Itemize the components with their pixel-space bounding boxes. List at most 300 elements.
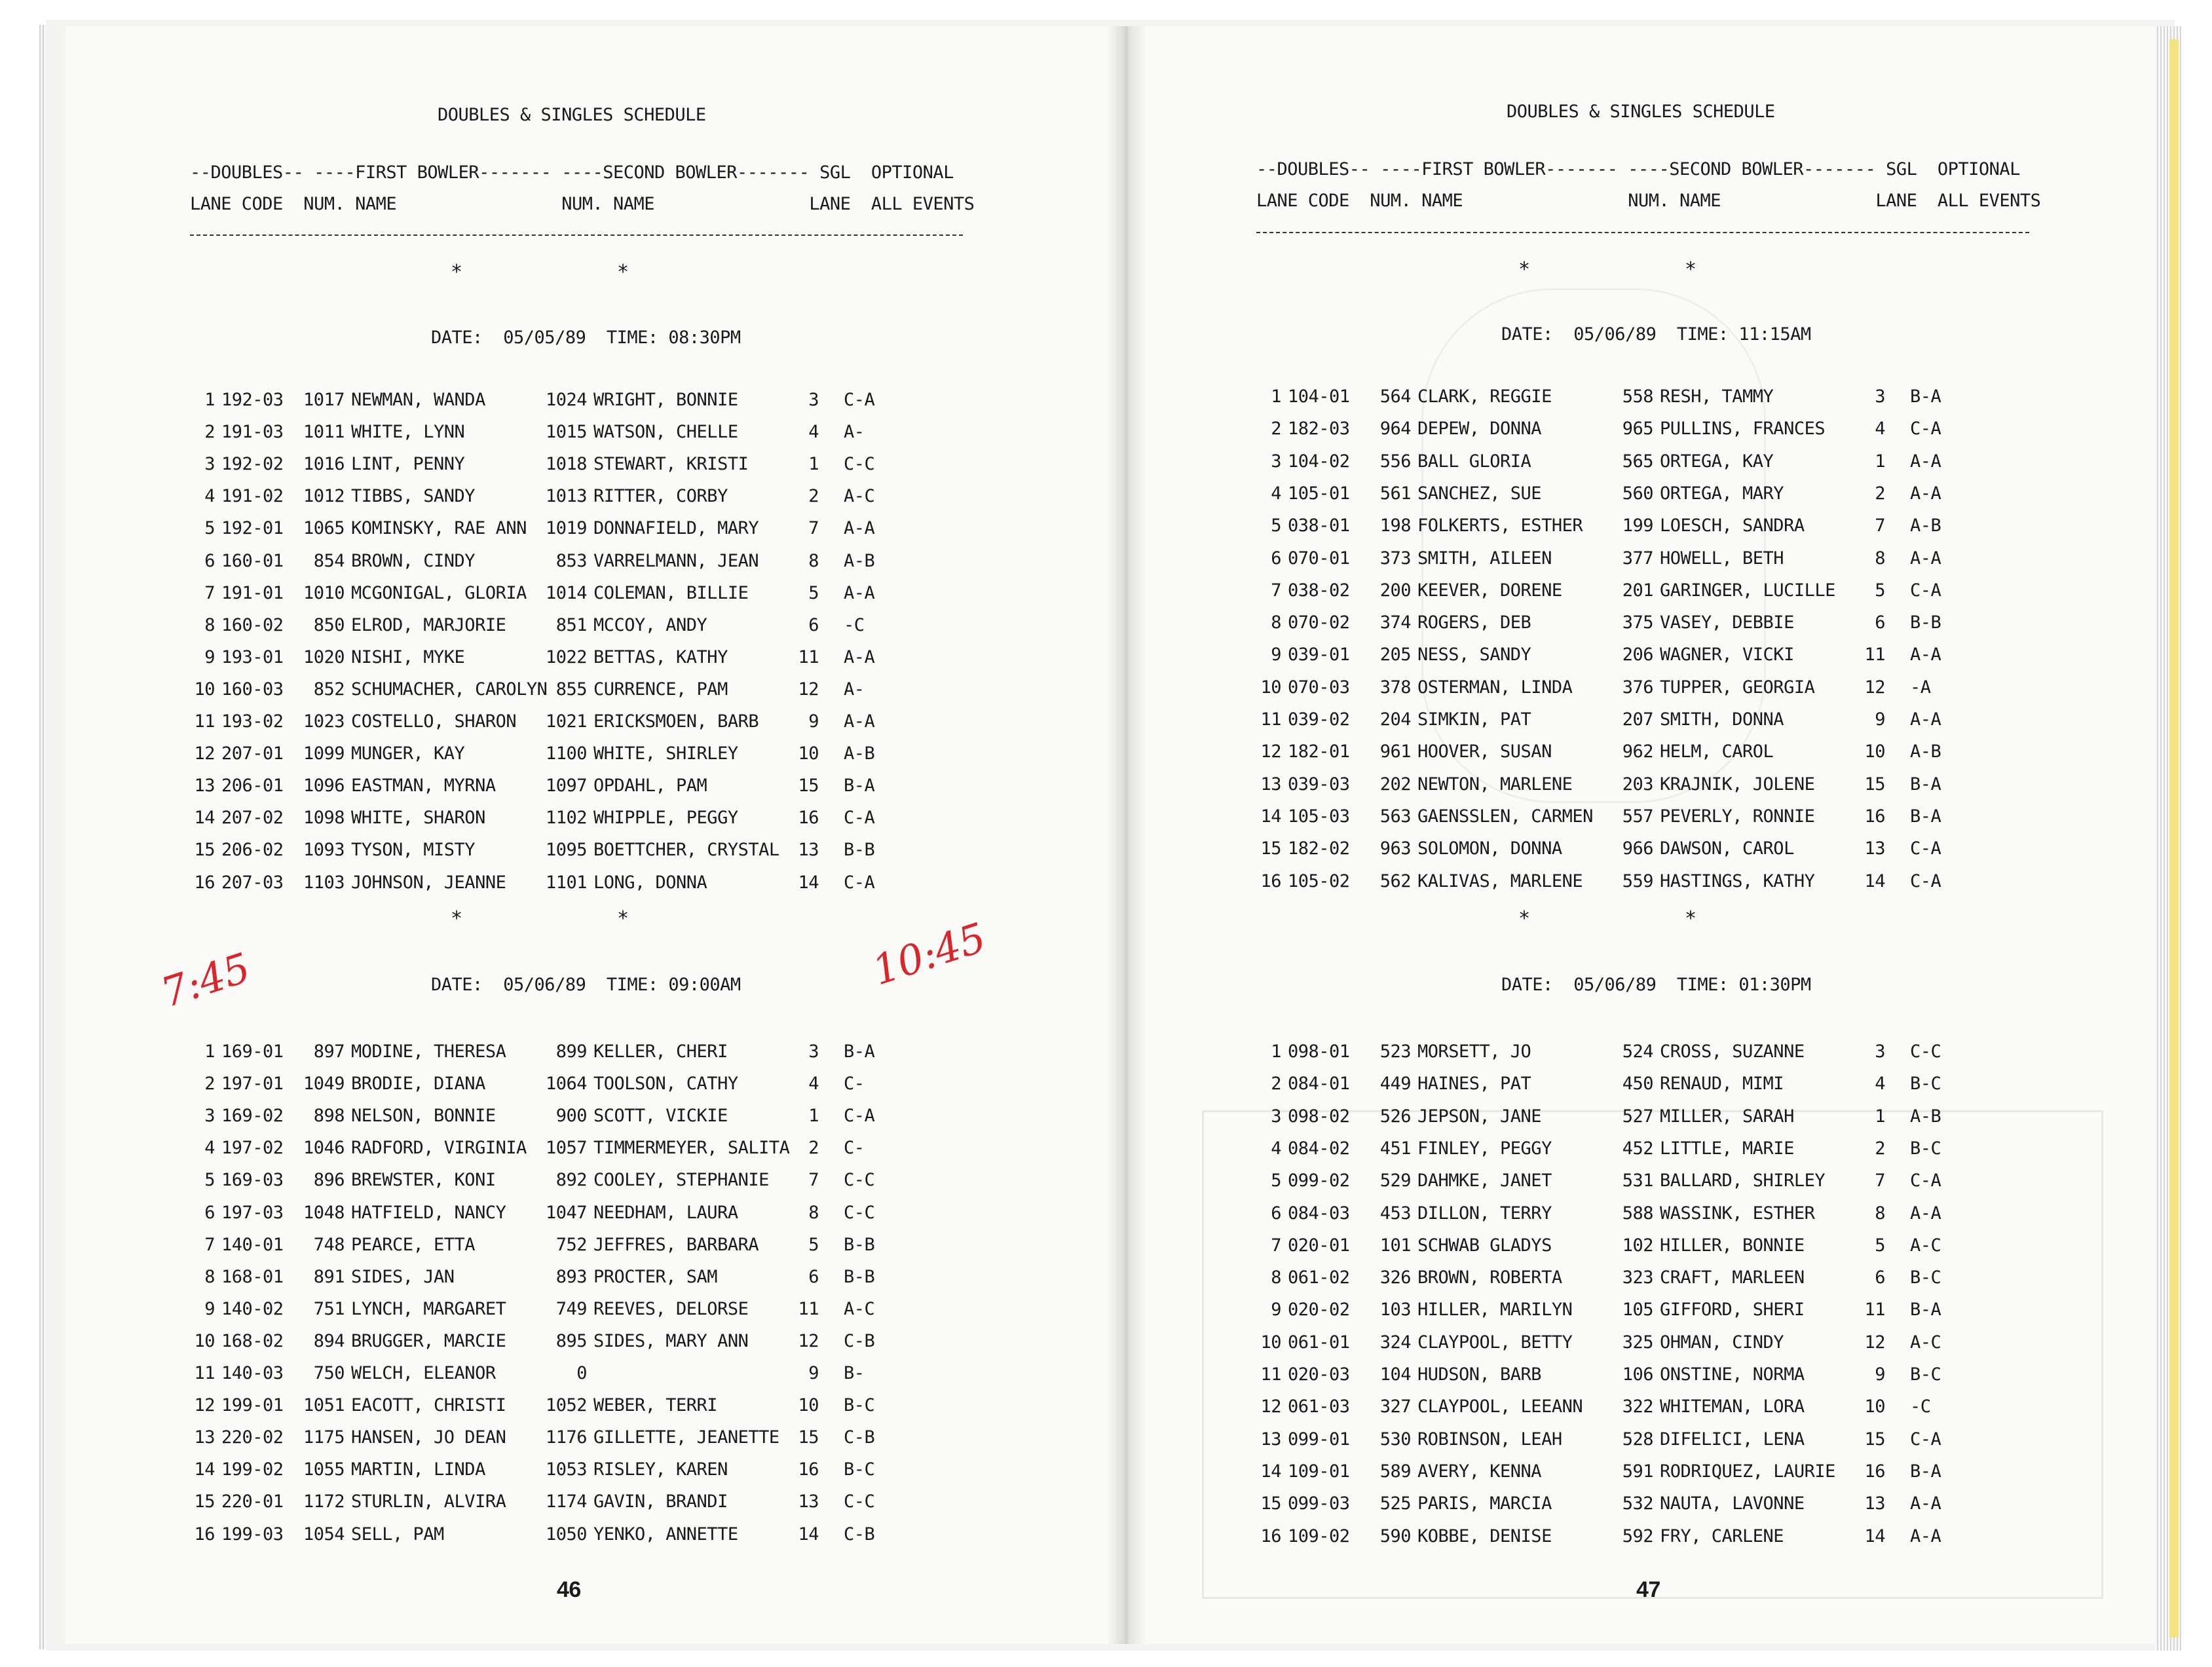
optional-all-events: A-C xyxy=(844,1298,875,1319)
optional-all-events: A-B xyxy=(1910,1106,1941,1127)
optional-all-events: -C xyxy=(844,614,865,635)
first-bowler-number: 1054 xyxy=(303,1524,345,1545)
first-bowler-number: 561 xyxy=(1379,483,1411,504)
first-bowler-number: 1065 xyxy=(303,518,345,539)
doubles-code: 182-03 xyxy=(1288,419,1350,440)
lane-number: 14 xyxy=(194,808,215,829)
second-bowler-name: STEWART, KRISTI xyxy=(593,454,749,475)
schedule-row xyxy=(189,1331,922,1357)
lane-number: 4 xyxy=(204,1138,215,1159)
schedule-row xyxy=(189,1491,922,1518)
optional-all-events: -C xyxy=(1910,1396,1931,1417)
first-bowler-name: DEPEW, DONNA xyxy=(1417,419,1542,440)
second-bowler-number: 1101 xyxy=(545,872,587,893)
second-bowler-name: WAGNER, VICKI xyxy=(1660,645,1794,665)
first-bowler-number: 589 xyxy=(1379,1461,1411,1482)
second-bowler-number: 1057 xyxy=(545,1138,587,1159)
singles-lane: 14 xyxy=(798,872,819,893)
schedule-row xyxy=(189,615,922,641)
optional-all-events: A-A xyxy=(1910,1526,1941,1546)
schedule-row xyxy=(1255,741,1989,768)
doubles-code: 199-01 xyxy=(221,1395,284,1416)
lane-number: 14 xyxy=(194,1459,215,1480)
first-bowler-name: HUDSON, BARB xyxy=(1417,1364,1542,1385)
second-bowler-number: 893 xyxy=(555,1266,587,1287)
doubles-code: 169-01 xyxy=(221,1041,284,1062)
schedule-row xyxy=(189,1459,922,1486)
singles-lane: 10 xyxy=(798,1395,819,1416)
second-bowler-name: DONNAFIELD, MARY xyxy=(593,518,759,539)
page-number: 46 xyxy=(557,1577,581,1602)
star-marker: * xyxy=(617,907,629,930)
optional-all-events: A-B xyxy=(844,743,875,764)
singles-lane: 4 xyxy=(808,1074,819,1095)
lane-number: 3 xyxy=(204,1106,215,1127)
second-bowler-number: 592 xyxy=(1622,1526,1653,1546)
second-bowler-number: 752 xyxy=(555,1234,587,1255)
second-bowler-number: 1064 xyxy=(545,1074,587,1095)
second-bowler-name: PULLINS, FRANCES xyxy=(1660,419,1826,440)
doubles-code: 192-02 xyxy=(221,454,284,475)
first-bowler-name: RADFORD, VIRGINIA xyxy=(351,1138,527,1159)
optional-all-events: C-A xyxy=(844,808,875,829)
second-bowler-number: 450 xyxy=(1622,1074,1653,1095)
first-bowler-number: 1175 xyxy=(303,1427,345,1448)
lane-number: 1 xyxy=(1271,386,1281,407)
first-bowler-number: 1049 xyxy=(303,1074,345,1095)
schedule-title: DOUBLES & SINGLES SCHEDULE xyxy=(1507,102,1775,122)
doubles-code: 160-01 xyxy=(221,550,284,571)
first-bowler-number: 751 xyxy=(313,1298,345,1319)
doubles-code: 061-03 xyxy=(1288,1396,1350,1417)
schedule-row xyxy=(1255,1041,1989,1068)
doubles-code: 105-02 xyxy=(1288,871,1350,891)
second-bowler-name: RESH, TAMMY xyxy=(1660,386,1774,407)
star-marker: * xyxy=(451,907,462,930)
first-bowler-name: PEARCE, ETTA xyxy=(351,1234,476,1255)
second-bowler-number: 1021 xyxy=(545,711,587,732)
doubles-code: 070-02 xyxy=(1288,612,1350,633)
optional-all-events: B-C xyxy=(1910,1267,1941,1288)
first-bowler-number: 894 xyxy=(313,1330,345,1351)
singles-lane: 8 xyxy=(1875,1203,1885,1224)
optional-all-events: -A xyxy=(1910,677,1931,698)
doubles-code: 084-02 xyxy=(1288,1138,1350,1159)
schedule-row xyxy=(1255,1332,1989,1358)
lane-number: 10 xyxy=(194,679,215,700)
schedule-row xyxy=(189,1203,922,1229)
first-bowler-name: CLAYPOOL, LEEANN xyxy=(1417,1396,1583,1417)
optional-all-events: B-A xyxy=(1910,1461,1941,1482)
star-marker: * xyxy=(1685,907,1696,930)
first-bowler-number: 104 xyxy=(1379,1364,1411,1385)
first-bowler-number: 529 xyxy=(1379,1171,1411,1191)
optional-all-events: C-A xyxy=(1910,580,1941,601)
first-bowler-number: 525 xyxy=(1379,1493,1411,1514)
optional-all-events: B-A xyxy=(1910,806,1941,827)
optional-all-events: C-B xyxy=(844,1427,875,1448)
singles-lane: 6 xyxy=(808,614,819,635)
first-bowler-number: 453 xyxy=(1379,1203,1411,1224)
doubles-code: 197-02 xyxy=(221,1138,284,1159)
second-bowler-number: 851 xyxy=(555,614,587,635)
optional-all-events: A-A xyxy=(844,711,875,732)
optional-all-events: C- xyxy=(844,1138,865,1159)
schedule-row xyxy=(1255,1493,1989,1520)
second-bowler-name: HOWELL, BETH xyxy=(1660,548,1784,569)
schedule-row xyxy=(189,551,922,577)
second-bowler-name: VARRELMANN, JEAN xyxy=(593,550,759,571)
first-bowler-number: 896 xyxy=(313,1170,345,1191)
schedule-row xyxy=(189,518,922,544)
column-header-line-1: --DOUBLES-- ----FIRST BOWLER------- ----SECOND BOWLER------- SGL OPTIONAL xyxy=(190,162,954,183)
singles-lane: 15 xyxy=(1864,1429,1885,1450)
second-bowler-number: 206 xyxy=(1622,645,1653,665)
second-bowler-name: ONSTINE, NORMA xyxy=(1660,1364,1805,1385)
first-bowler-number: 556 xyxy=(1379,451,1411,472)
optional-all-events: A-A xyxy=(1910,548,1941,569)
second-bowler-name: TUPPER, GEORGIA xyxy=(1660,677,1815,698)
singles-lane: 13 xyxy=(798,840,819,861)
lane-number: 2 xyxy=(204,1074,215,1095)
star-marker: * xyxy=(1518,258,1530,281)
lane-number: 12 xyxy=(1260,741,1281,762)
doubles-code: 084-03 xyxy=(1288,1203,1350,1224)
first-bowler-number: 1023 xyxy=(303,711,345,732)
singles-lane: 14 xyxy=(798,1524,819,1545)
optional-all-events: A- xyxy=(844,679,865,700)
second-bowler-number: 1174 xyxy=(545,1491,587,1512)
singles-lane: 7 xyxy=(808,518,819,539)
singles-lane: 8 xyxy=(808,1202,819,1223)
optional-all-events: A-A xyxy=(1910,1203,1941,1224)
schedule-row xyxy=(1255,580,1989,607)
singles-lane: 12 xyxy=(1864,1332,1885,1353)
optional-all-events: A-B xyxy=(1910,515,1941,536)
doubles-code: 109-01 xyxy=(1288,1461,1350,1482)
lane-number: 9 xyxy=(1271,1300,1281,1320)
schedule-row xyxy=(189,1074,922,1100)
first-bowler-name: STURLIN, ALVIRA xyxy=(351,1491,506,1512)
second-bowler-name: RODRIQUEZ, LAURIE xyxy=(1660,1461,1835,1482)
second-bowler-name: NEEDHAM, LAURA xyxy=(593,1202,738,1223)
second-bowler-name: BALLARD, SHIRLEY xyxy=(1660,1171,1826,1191)
column-header-line-2: LANE CODE NUM. NAME NUM. NAME LANE ALL EVENTS xyxy=(190,194,975,214)
second-bowler-number: 853 xyxy=(555,550,587,571)
section-date: DATE: 05/06/89 TIME: 11:15AM xyxy=(1501,324,1811,345)
second-bowler-number: 895 xyxy=(555,1330,587,1351)
schedule-row xyxy=(1255,548,1989,574)
singles-lane: 2 xyxy=(1875,483,1885,504)
singles-lane: 12 xyxy=(798,1330,819,1351)
column-header-line-1: --DOUBLES-- ----FIRST BOWLER------- ----SECOND BOWLER------- SGL OPTIONAL xyxy=(1256,159,2020,179)
schedule-row xyxy=(1255,838,1989,865)
doubles-code: 038-01 xyxy=(1288,515,1350,536)
doubles-code: 039-01 xyxy=(1288,645,1350,665)
schedule-row xyxy=(189,1299,922,1325)
first-bowler-name: BROWN, ROBERTA xyxy=(1417,1267,1562,1288)
first-bowler-name: LYNCH, MARGARET xyxy=(351,1298,506,1319)
schedule-row xyxy=(189,1427,922,1453)
second-bowler-name: DAWSON, CAROL xyxy=(1660,838,1794,859)
second-bowler-name: ERICKSMOEN, BARB xyxy=(593,711,759,732)
first-bowler-number: 1016 xyxy=(303,454,345,475)
page-number: 47 xyxy=(1636,1577,1660,1602)
second-bowler-number: 452 xyxy=(1622,1138,1653,1159)
optional-all-events: A-C xyxy=(1910,1332,1941,1353)
optional-all-events: A-A xyxy=(1910,451,1941,472)
first-bowler-name: JOHNSON, JEANNE xyxy=(351,872,506,893)
second-bowler-number: 106 xyxy=(1622,1364,1653,1385)
lane-number: 13 xyxy=(1260,1429,1281,1450)
second-bowler-number: 1053 xyxy=(545,1459,587,1480)
singles-lane: 15 xyxy=(798,1427,819,1448)
first-bowler-name: BROWN, CINDY xyxy=(351,550,476,571)
singles-lane: 7 xyxy=(1875,515,1885,536)
doubles-code: 140-03 xyxy=(221,1363,284,1383)
second-bowler-name: LONG, DONNA xyxy=(593,872,707,893)
lane-number: 10 xyxy=(1260,677,1281,698)
first-bowler-name: FOLKERTS, ESTHER xyxy=(1417,515,1583,536)
doubles-code: 109-02 xyxy=(1288,1526,1350,1546)
singles-lane: 10 xyxy=(1864,1396,1885,1417)
lane-number: 7 xyxy=(204,582,215,603)
second-bowler-name: KELLER, CHERI xyxy=(593,1041,728,1062)
schedule-row xyxy=(1255,871,1989,897)
first-bowler-number: 204 xyxy=(1379,709,1411,730)
lane-number: 5 xyxy=(204,518,215,539)
doubles-code: 191-03 xyxy=(221,422,284,443)
doubles-code: 020-03 xyxy=(1288,1364,1350,1385)
second-bowler-name: HASTINGS, KATHY xyxy=(1660,871,1815,891)
doubles-code: 098-01 xyxy=(1288,1041,1350,1062)
optional-all-events: B-C xyxy=(1910,1074,1941,1095)
first-bowler-number: 530 xyxy=(1379,1429,1411,1450)
doubles-code: 169-03 xyxy=(221,1170,284,1191)
first-bowler-name: WHITE, SHARON xyxy=(351,808,485,829)
singles-lane: 16 xyxy=(1864,1461,1885,1482)
doubles-code: 168-01 xyxy=(221,1266,284,1287)
lane-number: 2 xyxy=(1271,1074,1281,1095)
first-bowler-name: HAINES, PAT xyxy=(1417,1074,1531,1095)
singles-lane: 6 xyxy=(1875,1267,1885,1288)
doubles-code: 182-01 xyxy=(1288,741,1350,762)
first-bowler-number: 961 xyxy=(1379,741,1411,762)
optional-all-events: A-A xyxy=(1910,645,1941,665)
lane-number: 11 xyxy=(194,1363,215,1383)
optional-all-events: A-B xyxy=(844,550,875,571)
second-bowler-number: 899 xyxy=(555,1041,587,1062)
singles-lane: 9 xyxy=(808,711,819,732)
first-bowler-number: 1099 xyxy=(303,743,345,764)
doubles-code: 160-03 xyxy=(221,679,284,700)
singles-lane: 15 xyxy=(798,776,819,796)
first-bowler-name: DAHMKE, JANET xyxy=(1417,1171,1552,1191)
doubles-code: 220-01 xyxy=(221,1491,284,1512)
lane-number: 8 xyxy=(204,1266,215,1287)
second-bowler-number: 524 xyxy=(1622,1041,1653,1062)
singles-lane: 14 xyxy=(1864,1526,1885,1546)
singles-lane: 3 xyxy=(808,1041,819,1062)
lane-number: 15 xyxy=(194,1491,215,1512)
singles-lane: 4 xyxy=(1875,419,1885,440)
schedule-row xyxy=(1255,1171,1989,1197)
first-bowler-number: 526 xyxy=(1379,1106,1411,1127)
first-bowler-name: SCHUMACHER, CAROLYN xyxy=(351,679,548,700)
doubles-code: 140-02 xyxy=(221,1298,284,1319)
second-bowler-number: 322 xyxy=(1622,1396,1653,1417)
first-bowler-number: 963 xyxy=(1379,838,1411,859)
optional-all-events: C-A xyxy=(1910,419,1941,440)
doubles-code: 197-01 xyxy=(221,1074,284,1095)
lane-number: 7 xyxy=(1271,1235,1281,1256)
second-bowler-name: TOOLSON, CATHY xyxy=(593,1074,738,1095)
first-bowler-name: ROGERS, DEB xyxy=(1417,612,1531,633)
first-bowler-name: SIMKIN, PAT xyxy=(1417,709,1531,730)
first-bowler-name: SANCHEZ, SUE xyxy=(1417,483,1542,504)
second-bowler-name: DIFELICI, LENA xyxy=(1660,1429,1805,1450)
lane-number: 12 xyxy=(194,1395,215,1416)
lane-number: 12 xyxy=(1260,1396,1281,1417)
singles-lane: 9 xyxy=(1875,709,1885,730)
first-bowler-name: TIBBS, SANDY xyxy=(351,486,476,507)
first-bowler-name: GAENSSLEN, CARMEN xyxy=(1417,806,1593,827)
singles-lane: 5 xyxy=(1875,1235,1885,1256)
doubles-code: 193-02 xyxy=(221,711,284,732)
first-bowler-name: NESS, SANDY xyxy=(1417,645,1531,665)
first-bowler-number: 1012 xyxy=(303,486,345,507)
schedule-row xyxy=(1255,1526,1989,1552)
first-bowler-number: 1055 xyxy=(303,1459,345,1480)
handwritten-time-note: 7:45 xyxy=(155,943,256,1017)
second-bowler-number: 207 xyxy=(1622,709,1653,730)
first-bowler-number: 1011 xyxy=(303,422,345,443)
singles-lane: 11 xyxy=(1864,645,1885,665)
first-bowler-number: 205 xyxy=(1379,645,1411,665)
schedule-row xyxy=(1255,1235,1989,1262)
schedule-row xyxy=(189,1395,922,1421)
schedule-row xyxy=(1255,1074,1989,1100)
doubles-code: 099-02 xyxy=(1288,1171,1350,1191)
handwritten-time-note: 10:45 xyxy=(867,913,992,995)
lane-number: 2 xyxy=(204,422,215,443)
second-bowler-number: 557 xyxy=(1622,806,1653,827)
header-rule xyxy=(1256,232,2029,233)
second-bowler-number: 1176 xyxy=(545,1427,587,1448)
first-bowler-number: 324 xyxy=(1379,1332,1411,1353)
lane-number: 1 xyxy=(204,1041,215,1062)
singles-lane: 1 xyxy=(1875,451,1885,472)
doubles-code: 169-02 xyxy=(221,1106,284,1127)
second-bowler-number: 105 xyxy=(1622,1300,1653,1320)
second-bowler-number: 1097 xyxy=(545,776,587,796)
second-bowler-name: WASSINK, ESTHER xyxy=(1660,1203,1815,1224)
first-bowler-name: FINLEY, PEGGY xyxy=(1417,1138,1552,1159)
lane-number: 6 xyxy=(1271,1203,1281,1224)
doubles-code: 193-01 xyxy=(221,646,284,667)
second-bowler-name: FRY, CARLENE xyxy=(1660,1526,1784,1546)
section-date: DATE: 05/06/89 TIME: 01:30PM xyxy=(1501,975,1811,995)
first-bowler-name: BRUGGER, MARCIE xyxy=(351,1330,506,1351)
first-bowler-number: 1010 xyxy=(303,582,345,603)
lane-number: 6 xyxy=(1271,548,1281,569)
singles-lane: 1 xyxy=(808,454,819,475)
schedule-row xyxy=(1255,612,1989,639)
singles-lane: 16 xyxy=(798,808,819,829)
optional-all-events: B- xyxy=(844,1363,865,1383)
first-bowler-name: HANSEN, JO DEAN xyxy=(351,1427,506,1448)
lane-number: 15 xyxy=(194,840,215,861)
first-bowler-number: 590 xyxy=(1379,1526,1411,1546)
optional-all-events: B-A xyxy=(1910,774,1941,795)
first-bowler-name: OSTERMAN, LINDA xyxy=(1417,677,1573,698)
second-bowler-name: LITTLE, MARIE xyxy=(1660,1138,1794,1159)
optional-all-events: C-A xyxy=(1910,838,1941,859)
second-bowler-name: PEVERLY, RONNIE xyxy=(1660,806,1815,827)
schedule-row xyxy=(189,1041,922,1068)
first-bowler-number: 850 xyxy=(313,614,345,635)
singles-lane: 11 xyxy=(798,646,819,667)
second-bowler-name: COLEMAN, BILLIE xyxy=(593,582,749,603)
optional-all-events: A- xyxy=(844,422,865,443)
doubles-code: 104-01 xyxy=(1288,386,1350,407)
lane-number: 3 xyxy=(1271,451,1281,472)
lane-number: 4 xyxy=(1271,1138,1281,1159)
schedule-row xyxy=(1255,709,1989,736)
second-bowler-name: GILLETTE, JEANETTE xyxy=(593,1427,779,1448)
second-bowler-name: ORTEGA, KAY xyxy=(1660,451,1774,472)
first-bowler-name: KEEVER, DORENE xyxy=(1417,580,1562,601)
schedule-row xyxy=(1255,515,1989,542)
first-bowler-name: PARIS, MARCIA xyxy=(1417,1493,1552,1514)
optional-all-events: B-C xyxy=(844,1459,875,1480)
schedule-row xyxy=(189,583,922,609)
first-bowler-name: MORSETT, JO xyxy=(1417,1041,1531,1062)
optional-all-events: A-A xyxy=(1910,1493,1941,1514)
optional-all-events: C-B xyxy=(844,1330,875,1351)
schedule-row xyxy=(189,1170,922,1196)
first-bowler-number: 1046 xyxy=(303,1138,345,1159)
first-bowler-name: EACOTT, CHRISTI xyxy=(351,1395,506,1416)
second-bowler-name: WRIGHT, BONNIE xyxy=(593,390,738,410)
lane-number: 1 xyxy=(204,390,215,410)
second-bowler-number: 588 xyxy=(1622,1203,1653,1224)
first-bowler-number: 198 xyxy=(1379,515,1411,536)
lane-number: 13 xyxy=(1260,774,1281,795)
optional-all-events: A-C xyxy=(1910,1235,1941,1256)
doubles-code: 168-02 xyxy=(221,1330,284,1351)
singles-lane: 16 xyxy=(798,1459,819,1480)
first-bowler-name: LINT, PENNY xyxy=(351,454,465,475)
second-bowler-number: 531 xyxy=(1622,1171,1653,1191)
doubles-code: 220-02 xyxy=(221,1427,284,1448)
first-bowler-name: JEPSON, JANE xyxy=(1417,1106,1542,1127)
singles-lane: 3 xyxy=(1875,386,1885,407)
doubles-code: 020-01 xyxy=(1288,1235,1350,1256)
header-rule xyxy=(190,234,963,236)
lane-number: 7 xyxy=(1271,580,1281,601)
first-bowler-number: 1048 xyxy=(303,1202,345,1223)
second-bowler-number: 1102 xyxy=(545,808,587,829)
singles-lane: 14 xyxy=(1864,871,1885,891)
doubles-code: 207-02 xyxy=(221,808,284,829)
doubles-code: 039-02 xyxy=(1288,709,1350,730)
lane-number: 2 xyxy=(1271,419,1281,440)
second-bowler-number: 1024 xyxy=(545,390,587,410)
first-bowler-name: CLAYPOOL, BETTY xyxy=(1417,1332,1573,1353)
star-marker: * xyxy=(1685,258,1696,281)
lane-number: 16 xyxy=(194,1524,215,1545)
